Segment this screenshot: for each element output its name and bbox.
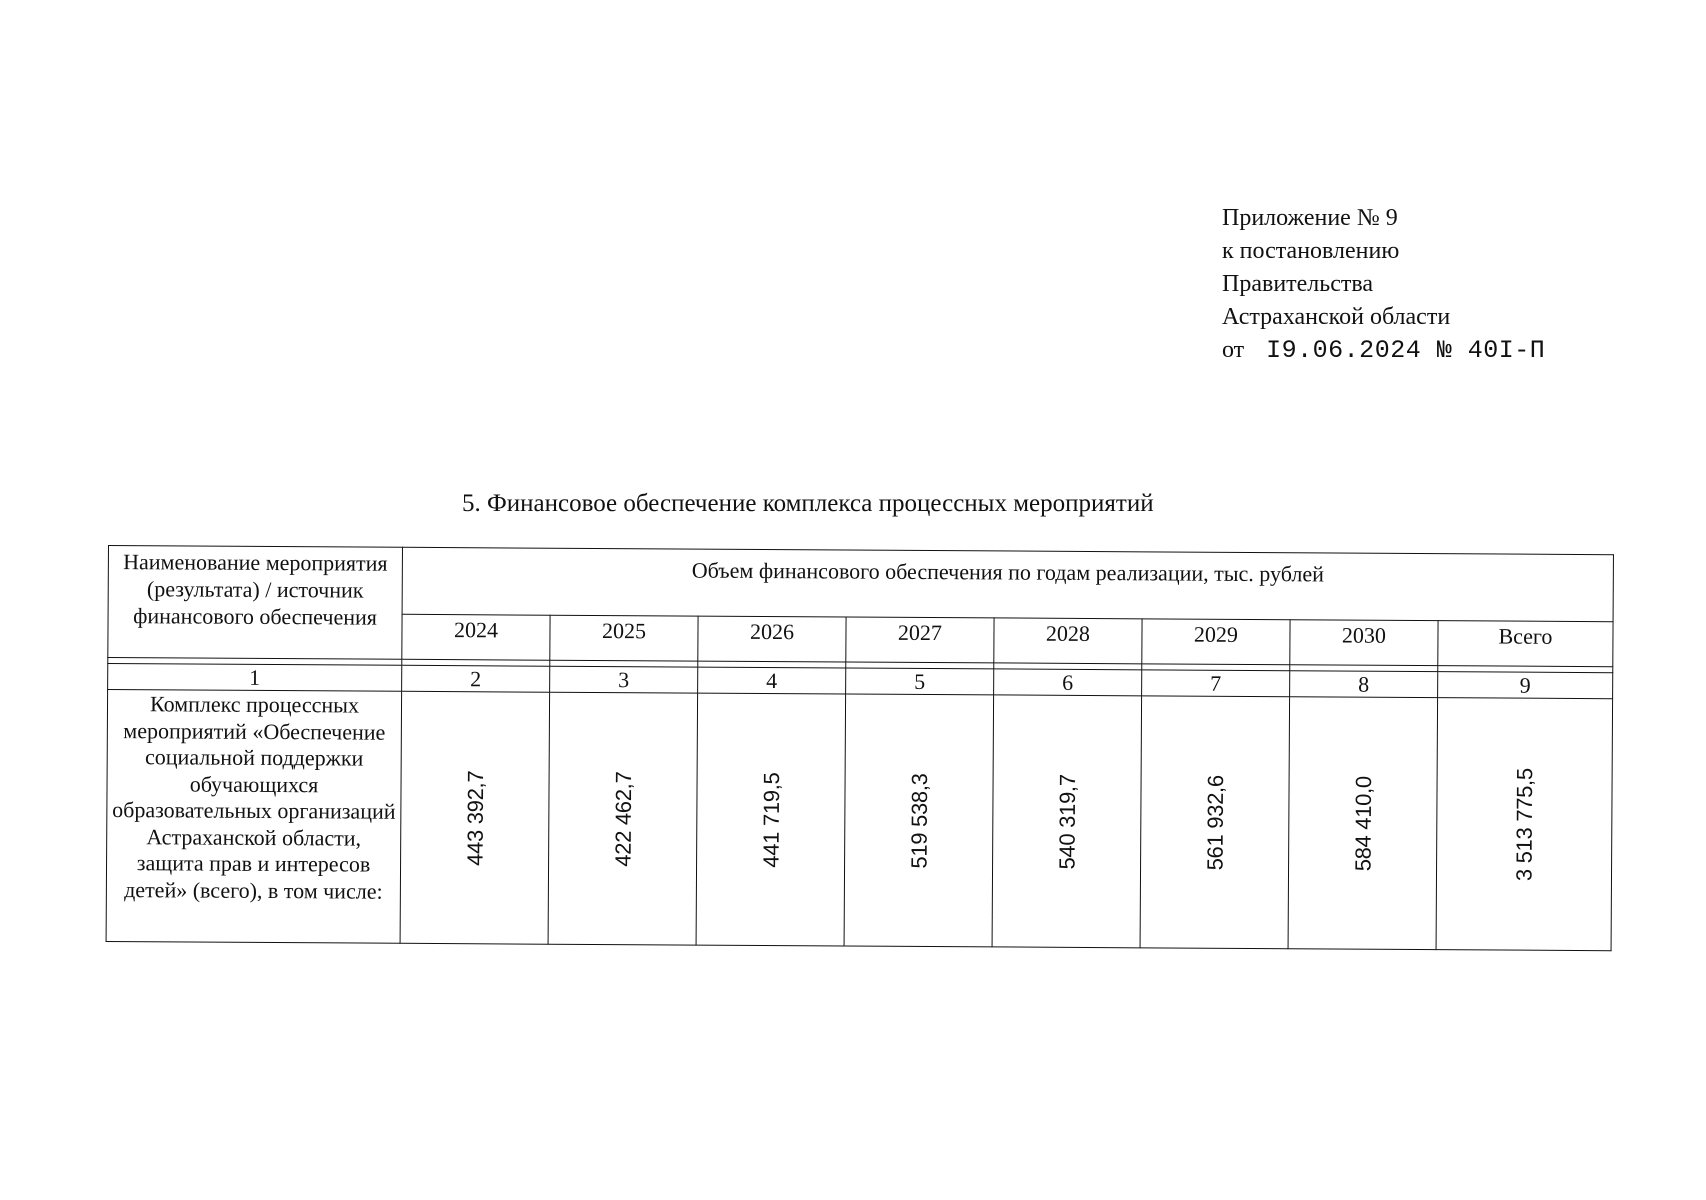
activity-name-cell: Комплекс процессных мероприятий «Обеспечение социальной поддержки обучающихся образовательных организаций Астраханской области, защита прав и интересов детей» (всего), в том числе: (106, 690, 402, 944)
column-number: 3 (550, 666, 698, 693)
value-text: 584 410,0 (1350, 775, 1376, 871)
value-text: 519 538,3 (906, 772, 932, 869)
column-number: 2 (402, 665, 550, 692)
resolution-date-number: I9.06.2024 № 40I-П (1266, 336, 1546, 365)
column-number: 9 (1438, 672, 1613, 699)
value-text: 561 932,6 (1202, 774, 1228, 870)
appendix-date-line (1222, 334, 1545, 367)
value-cell (1140, 696, 1290, 949)
total-value-text: 3 513 775,5 (1511, 767, 1538, 881)
year-header: 2030 (1290, 620, 1438, 666)
total-value-cell (1436, 698, 1613, 951)
value-text: 540 319,7 (1054, 773, 1080, 870)
appendix-number: Приложение № 9 (1222, 205, 1398, 231)
appendix-line-region: Астраханской области (1222, 304, 1451, 330)
value-cell (548, 692, 698, 945)
column-number: 4 (698, 667, 846, 694)
header-row-top (108, 546, 1613, 622)
value-cell (696, 693, 846, 946)
year-header: 2025 (550, 615, 698, 661)
table-row (106, 690, 1613, 951)
column-number: 6 (994, 669, 1142, 696)
volume-group-header: Объем финансового обеспечения по годам реализации, тыс. рублей (402, 547, 1613, 621)
name-column-header: Наименование мероприятия (результата) / источник финансового обеспечения (108, 546, 403, 660)
value-text: 422 462,7 (610, 770, 636, 867)
year-header: 2029 (1142, 619, 1290, 665)
financing-table (106, 545, 1614, 951)
appendix-line-resolution: к постановлению (1222, 238, 1400, 264)
column-number: 1 (108, 664, 402, 692)
appendix-header (1222, 202, 1545, 367)
date-prefix: от (1222, 337, 1245, 363)
total-header: Всего (1438, 621, 1613, 667)
value-text: 443 392,7 (462, 770, 488, 866)
value-cell (1288, 697, 1438, 950)
year-header: 2027 (846, 617, 994, 663)
value-cell (844, 694, 994, 947)
year-header: 2026 (698, 616, 846, 662)
value-cell (400, 691, 550, 944)
year-header: 2028 (994, 618, 1142, 664)
value-cell (992, 695, 1142, 948)
value-text: 441 719,5 (758, 771, 784, 868)
column-number: 5 (846, 668, 994, 695)
appendix-line-government: Правительства (1222, 271, 1374, 297)
column-number: 7 (1142, 670, 1290, 697)
section-title: 5. Финансовое обеспечение комплекса процессных мероприятий (462, 490, 1154, 517)
year-header: 2024 (402, 614, 550, 660)
column-number: 8 (1290, 671, 1438, 698)
